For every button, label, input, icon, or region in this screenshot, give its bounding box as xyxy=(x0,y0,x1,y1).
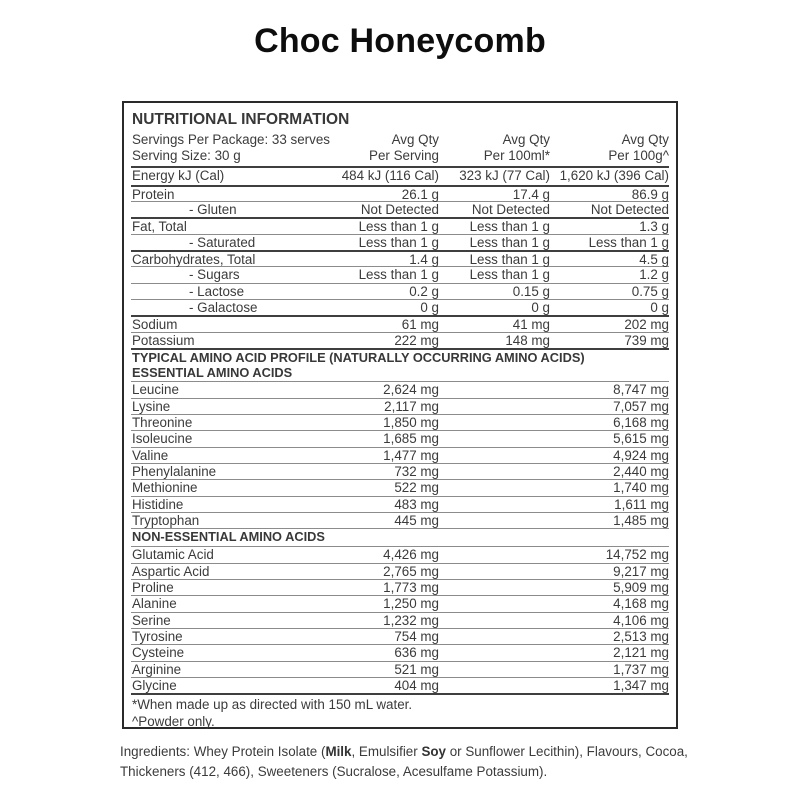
value-per-serving: Not Detected xyxy=(360,201,439,217)
value-per-100g: 7,057 mg xyxy=(613,398,669,414)
footnote-powder: ^Powder only. xyxy=(132,713,215,729)
value-per-100g: 1,347 mg xyxy=(613,678,669,694)
page-title: Choc Honeycomb xyxy=(254,22,546,60)
value-per-serving: 0 g xyxy=(420,299,439,315)
value-per-100ml xyxy=(439,596,550,612)
footnotes xyxy=(131,693,669,730)
column-header-per-100g xyxy=(550,132,669,163)
column-header-line: Per Serving xyxy=(369,147,439,163)
value-per-100g: 4,924 mg xyxy=(613,447,669,463)
section-header-line: NON-ESSENTIAL AMINO ACIDS xyxy=(132,529,325,545)
value-per-serving: 636 mg xyxy=(394,645,439,661)
nutrient-label: - Gluten xyxy=(189,201,237,217)
value-per-100g: 1.2 g xyxy=(639,267,669,283)
value-per-100g: 2,440 mg xyxy=(613,464,669,480)
table-row xyxy=(131,266,669,282)
value-per-100g: 14,752 mg xyxy=(605,547,669,563)
value-per-100ml: Not Detected xyxy=(471,201,550,217)
value-per-serving: 754 mg xyxy=(394,628,439,644)
nutrient-label: Cysteine xyxy=(132,645,185,661)
value-per-100ml: Less than 1 g xyxy=(469,234,550,250)
value-per-serving: Less than 1 g xyxy=(358,267,439,283)
table-row xyxy=(131,234,669,250)
value-per-100ml xyxy=(439,497,550,513)
table-row xyxy=(131,595,669,611)
value-per-serving: 1,685 mg xyxy=(383,431,439,447)
nutrient-label: Protein xyxy=(132,186,175,202)
table-row xyxy=(131,563,669,579)
value-per-100g: 2,121 mg xyxy=(613,645,669,661)
value-per-100g: 6,168 mg xyxy=(613,415,669,431)
table-row xyxy=(131,612,669,628)
value-per-100g: Less than 1 g xyxy=(588,234,669,250)
nutrient-label: - Galactose xyxy=(189,299,258,315)
value-per-100g: 2,513 mg xyxy=(613,628,669,644)
table-row xyxy=(131,283,669,299)
nutrient-label: Arginine xyxy=(132,661,182,677)
table-row xyxy=(131,677,669,693)
value-per-100g: 739 mg xyxy=(624,332,669,348)
value-per-100g: 1,620 kJ (396 Cal) xyxy=(559,168,669,184)
value-per-100ml xyxy=(439,415,550,431)
value-per-100g: 4.5 g xyxy=(639,251,669,267)
value-per-100ml: 0.15 g xyxy=(512,283,550,299)
table-row xyxy=(131,496,669,512)
value-per-serving: 26.1 g xyxy=(401,186,439,202)
value-per-serving: 61 mg xyxy=(401,317,439,333)
panel-header-row xyxy=(131,132,669,168)
nutrient-label: Glycine xyxy=(132,678,177,694)
value-per-100g: 4,106 mg xyxy=(613,612,669,628)
table-row xyxy=(131,430,669,446)
value-per-serving: 732 mg xyxy=(394,464,439,480)
nutrient-label: Fat, Total xyxy=(132,219,187,235)
nutrient-label: Energy kJ (Cal) xyxy=(132,168,225,184)
table-row xyxy=(131,644,669,660)
value-per-serving: 1.4 g xyxy=(409,251,439,267)
section-header xyxy=(131,528,669,546)
value-per-serving: 4,426 mg xyxy=(383,547,439,563)
column-header-line: Avg Qty xyxy=(502,132,550,147)
column-header-per-serving xyxy=(291,132,439,163)
value-per-100ml: 0 g xyxy=(531,299,550,315)
value-per-serving: 445 mg xyxy=(394,513,439,529)
value-per-100g: 9,217 mg xyxy=(613,563,669,579)
value-per-100ml xyxy=(439,480,550,496)
value-per-100g: Not Detected xyxy=(590,201,669,217)
value-per-100ml xyxy=(439,448,550,464)
value-per-100g: 1,611 mg xyxy=(614,496,669,512)
ingredient-text: , Emulsifier xyxy=(351,744,422,759)
value-per-serving: 521 mg xyxy=(394,661,439,677)
column-header-line: Per 100ml* xyxy=(483,147,550,163)
value-per-serving: 2,624 mg xyxy=(383,382,439,398)
value-per-serving: 2,765 mg xyxy=(383,563,439,579)
ingredient-text: or Sunflower Lecithin), Flavours, Cocoa, Thickeners (412, 466), Sweeteners (Sucralose, Acesulfame Potassium). xyxy=(120,744,688,779)
section-header-line: ESSENTIAL AMINO ACIDS xyxy=(132,364,293,380)
nutrient-label: Alanine xyxy=(132,596,177,612)
nutrient-label: Tryptophan xyxy=(132,513,200,529)
value-per-100g: 1,740 mg xyxy=(613,480,669,496)
value-per-serving: Less than 1 g xyxy=(358,219,439,235)
value-per-serving: 522 mg xyxy=(394,480,439,496)
value-per-100ml: 148 mg xyxy=(505,332,550,348)
value-per-100ml xyxy=(439,382,550,398)
table-row xyxy=(131,381,669,397)
value-per-100g: 86.9 g xyxy=(631,186,669,202)
section-header xyxy=(131,348,669,381)
ingredient-allergen: Milk xyxy=(325,744,352,759)
table-row xyxy=(131,185,669,201)
nutrient-label: Threonine xyxy=(132,415,193,431)
value-per-100g: 1,485 mg xyxy=(613,513,669,529)
table-row xyxy=(131,398,669,414)
table-row xyxy=(131,168,669,184)
panel-heading: NUTRITIONAL INFORMATION xyxy=(132,111,350,128)
table-row xyxy=(131,546,669,562)
value-per-100ml xyxy=(439,464,550,480)
value-per-serving: 1,850 mg xyxy=(383,415,439,431)
column-header-line: Avg Qty xyxy=(391,132,439,147)
nutrient-label: Proline xyxy=(132,579,174,595)
value-per-100ml: Less than 1 g xyxy=(469,251,550,267)
value-per-100g: 1.3 g xyxy=(639,219,669,235)
value-per-serving: 0.2 g xyxy=(409,283,439,299)
table-row xyxy=(131,447,669,463)
nutrient-label: - Lactose xyxy=(189,283,245,299)
value-per-100ml xyxy=(439,547,550,563)
table-row xyxy=(131,512,669,528)
value-per-100ml xyxy=(439,645,550,661)
nutrient-label: Methionine xyxy=(132,480,198,496)
value-per-100ml xyxy=(439,678,550,694)
nutrient-label: Serine xyxy=(132,612,171,628)
table-row xyxy=(131,628,669,644)
section-header-line: TYPICAL AMINO ACID PROFILE (NATURALLY OCCURRING AMINO ACIDS) xyxy=(132,350,585,366)
value-per-100ml xyxy=(439,431,550,447)
value-per-100ml: 323 kJ (77 Cal) xyxy=(459,168,550,184)
table-row xyxy=(131,579,669,595)
nutrient-label: Tyrosine xyxy=(132,628,183,644)
ingredient-allergen: Soy xyxy=(421,744,446,759)
value-per-100g: 0.75 g xyxy=(631,283,669,299)
table-row xyxy=(131,661,669,677)
value-per-100g: 1,737 mg xyxy=(613,661,669,677)
table-row xyxy=(131,217,669,233)
value-per-100ml xyxy=(439,662,550,678)
nutrient-label: Leucine xyxy=(132,382,179,398)
footnote-water: *When made up as directed with 150 mL water. xyxy=(132,697,413,713)
value-per-serving: 2,117 mg xyxy=(384,398,439,414)
value-per-100ml: Less than 1 g xyxy=(469,267,550,283)
ingredient-text: Ingredients: Whey Protein Isolate ( xyxy=(120,744,326,759)
value-per-100ml: Less than 1 g xyxy=(469,219,550,235)
table-row xyxy=(131,479,669,495)
value-per-100ml xyxy=(439,580,550,596)
value-per-100ml: 17.4 g xyxy=(512,186,550,202)
value-per-serving: Less than 1 g xyxy=(358,234,439,250)
nutrient-label: Sodium xyxy=(132,317,178,333)
nutrient-label: Histidine xyxy=(132,496,184,512)
nutrient-label: Lysine xyxy=(132,398,171,414)
table-row xyxy=(131,250,669,266)
nutrient-label: - Saturated xyxy=(189,234,256,250)
nutrient-label: Glutamic Acid xyxy=(132,547,214,563)
value-per-100ml: 41 mg xyxy=(512,317,550,333)
value-per-100g: 5,909 mg xyxy=(613,579,669,595)
serving-size: Serving Size: 30 g xyxy=(132,147,241,163)
value-per-serving: 1,250 mg xyxy=(383,596,439,612)
value-per-100ml xyxy=(439,513,550,529)
value-per-100g: 8,747 mg xyxy=(613,382,669,398)
table-row xyxy=(131,332,669,348)
value-per-100g: 5,615 mg xyxy=(613,431,669,447)
nutrient-label: Carbohydrates, Total xyxy=(132,251,256,267)
nutrient-rows xyxy=(131,168,669,693)
servings-per-package: Servings Per Package: 33 serves xyxy=(132,132,330,147)
ingredients-text xyxy=(120,742,698,781)
value-per-100ml xyxy=(439,564,550,580)
table-row xyxy=(131,414,669,430)
nutrient-label: Phenylalanine xyxy=(132,464,217,480)
nutrient-label: Aspartic Acid xyxy=(132,563,210,579)
column-header-line: Avg Qty xyxy=(621,132,669,147)
nutrient-label: Potassium xyxy=(132,332,195,348)
value-per-serving: 1,477 mg xyxy=(383,447,439,463)
value-per-serving: 222 mg xyxy=(394,332,439,348)
value-per-100ml xyxy=(439,613,550,629)
value-per-100g: 202 mg xyxy=(624,317,669,333)
nutrient-label: Isoleucine xyxy=(132,431,193,447)
value-per-100g: 4,168 mg xyxy=(613,596,669,612)
value-per-serving: 404 mg xyxy=(394,678,439,694)
nutrient-label: Valine xyxy=(132,447,169,463)
table-row xyxy=(131,315,669,331)
table-row xyxy=(131,299,669,315)
column-header-line: Per 100g^ xyxy=(608,147,669,163)
servings-info xyxy=(131,132,330,163)
value-per-serving: 1,773 mg xyxy=(383,579,439,595)
value-per-100g: 0 g xyxy=(650,299,669,315)
nutrient-label: - Sugars xyxy=(189,267,240,283)
table-row xyxy=(131,463,669,479)
nutrition-panel xyxy=(122,101,678,729)
value-per-100ml xyxy=(439,399,550,415)
value-per-100ml xyxy=(439,629,550,645)
value-per-serving: 484 kJ (116 Cal) xyxy=(341,168,439,184)
column-header-per-100ml xyxy=(439,132,550,163)
value-per-serving: 1,232 mg xyxy=(383,612,439,628)
value-per-serving: 483 mg xyxy=(394,496,439,512)
table-row xyxy=(131,201,669,217)
